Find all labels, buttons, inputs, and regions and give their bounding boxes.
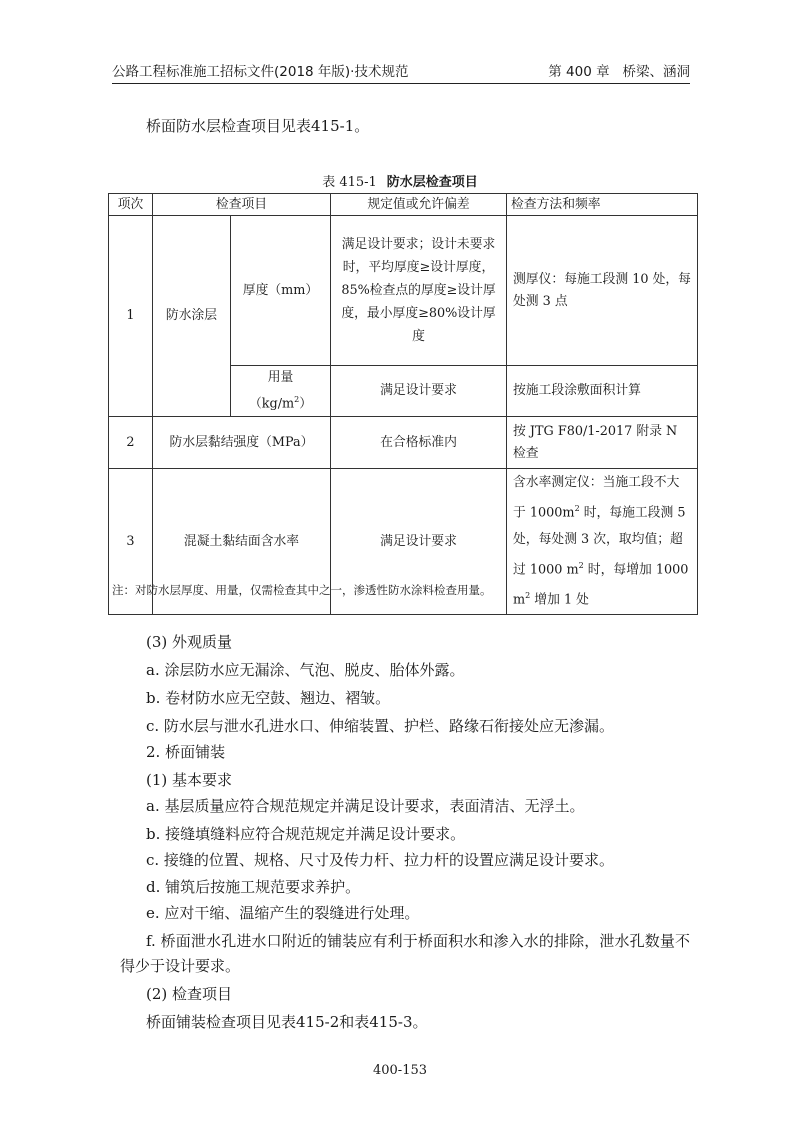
paragraph: d. 铺筑后按施工规范要求养护。 bbox=[146, 878, 361, 896]
check-item: 防水层黏结强度（MPa） bbox=[153, 417, 331, 469]
paragraph: b. 卷材防水应无空鼓、翘边、褶皱。 bbox=[146, 689, 391, 707]
page-header bbox=[112, 52, 690, 84]
table-header-row bbox=[109, 194, 698, 216]
table-number: 表 415-1 bbox=[322, 175, 377, 190]
section-heading: (3) 外观质量 bbox=[146, 633, 233, 651]
check-method: 按 JTG F80/1-2017 附录 N 检查 bbox=[507, 417, 698, 469]
row-number: 1 bbox=[109, 216, 153, 417]
check-item: 混凝土黏结面含水率 bbox=[153, 469, 331, 615]
header-cell: 检查项目 bbox=[153, 194, 331, 216]
spec-value: 满足设计要求 bbox=[331, 469, 507, 615]
table-row bbox=[109, 216, 698, 366]
paragraph: c. 接缝的位置、规格、尺寸及传力杆、拉力杆的设置应满足设计要求。 bbox=[146, 851, 614, 869]
check-method: 测厚仪：每施工段测 10 处，每处测 3 点 bbox=[507, 216, 698, 366]
inspection-table bbox=[108, 193, 698, 615]
doc-title: 公路工程标准施工招标文件(2018 年版)·技术规范 bbox=[112, 64, 409, 80]
intro-text: 桥面防水层检查项目见表415-1。 bbox=[146, 117, 370, 135]
check-method: 含水率测定仪：当施工段不大于 $1000m^2$ 时，每施工段测 5 处，每处测 3 次，取均值；超过 1000 $m^2$ 时，每增加 1000 $m^2$ 增加 1 处 bbox=[507, 469, 698, 615]
paragraph: 桥面铺装检查项目见表415-2和表415-3。 bbox=[146, 1013, 428, 1031]
table-note: 注：对防水层厚度、用量，仅需检查其中之一，渗透性防水涂料检查用量。 bbox=[112, 583, 492, 597]
header-cell: 规定值或允许偏差 bbox=[331, 194, 507, 216]
paragraph: b. 接缝填缝料应符合规范规定并满足设计要求。 bbox=[146, 825, 466, 843]
paragraph: a. 涂层防水应无漏涂、气泡、脱皮、胎体外露。 bbox=[146, 661, 465, 679]
section-heading: 2. 桥面铺装 bbox=[146, 743, 226, 761]
paragraph: e. 应对干缩、温缩产生的裂缝进行处理。 bbox=[146, 904, 420, 922]
row-number: 2 bbox=[109, 417, 153, 469]
header-cell: 项次 bbox=[109, 194, 153, 216]
paragraph: c. 防水层与泄水孔进水口、伸缩装置、护栏、路缘石衔接处应无渗漏。 bbox=[146, 717, 614, 735]
table-caption bbox=[0, 171, 800, 190]
check-subitem: 用量$(kg/m^2)$ bbox=[231, 366, 331, 417]
check-item: 防水涂层 bbox=[153, 216, 231, 417]
paragraph: f. 桥面泄水孔进水口附近的铺装应有利于桥面积水和渗入水的排除，泄水孔数量不得少于设计要求。 bbox=[120, 932, 690, 975]
section-heading: (2) 检查项目 bbox=[146, 985, 233, 1003]
check-method: 按施工段涂敷面积计算 bbox=[507, 366, 698, 417]
section-heading: (1) 基本要求 bbox=[146, 771, 233, 789]
table-row bbox=[109, 417, 698, 469]
page-number: 400-153 bbox=[372, 1063, 428, 1078]
spec-value: 满足设计要求；设计未要求时，平均厚度≥设计厚度，85%检查点的厚度≥设计厚度，最小厚度≥80%设计厚度 bbox=[331, 216, 507, 366]
check-subitem: 厚度（mm） bbox=[231, 216, 331, 366]
table-title: 防水层检查项目 bbox=[386, 175, 478, 190]
header-cell: 检查方法和频率 bbox=[507, 194, 698, 216]
chapter-title: 第 400 章 桥梁、涵洞 bbox=[548, 64, 690, 80]
spec-value: 在合格标准内 bbox=[331, 417, 507, 469]
paragraph: a. 基层质量应符合规范规定并满足设计要求，表面清洁、无浮土。 bbox=[146, 797, 585, 815]
row-number: 3 bbox=[109, 469, 153, 615]
spec-value: 满足设计要求 bbox=[331, 366, 507, 417]
